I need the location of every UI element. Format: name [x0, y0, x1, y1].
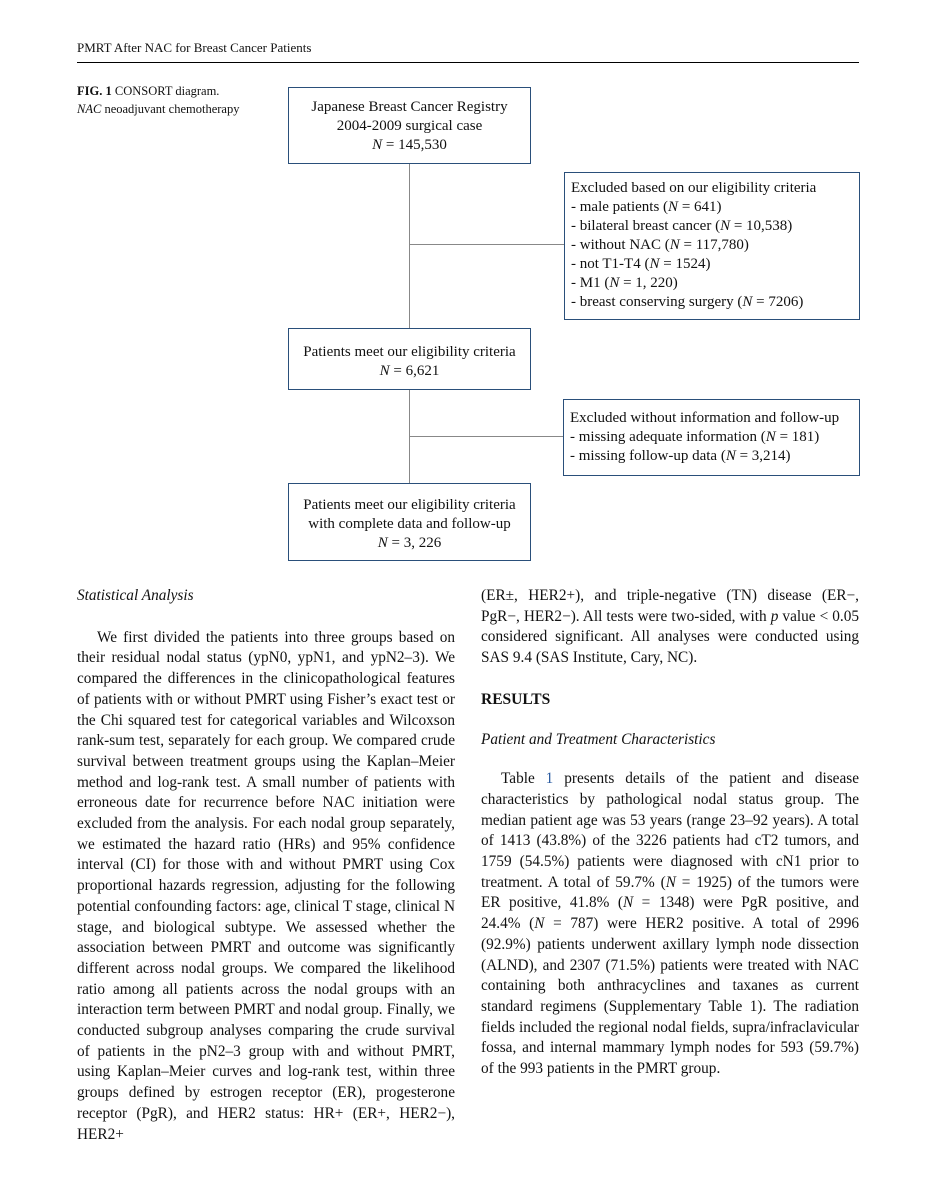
left-column: [77, 586, 455, 1145]
statistical-analysis-paragraph: We first divided the patients into three groups based on their residual nodal status (ypN0, ypN1, and ypN2–3). We compared the differences in the clinicopathological features of patients with or without PMRT using Fisher’s exact test or the Chi squared test for categorical variables and Wilcoxson rank-sum test, separately for each group. We compared crude survival between treatment groups using the Kaplan–Meier method and log-rank test. A small number of patients with erroneous date for recurrence before NAC initiation were excluded from the analysis. For each nodal group separately, we estimated the hazard ratio (HRs) and 95% confidence interval (CI) for those with and without PMRT using Cox proportional hazards regression, adjusting for the following potential confounding factors: age, clinical T stage, clinical N stage, and biological subtype. We assessed whether the association between PMRT and outcome was significantly different across nodal groups. We compared the likelihood ratio among all patients across the nodal groups with an interaction term between PMRT and nodal group. Finally, we conducted subgroup analyses comparing the crude survival of patients in the pN2–3 group with and without PMRT, using Kaplan–Meier curves and log-rank test, within three groups defined by estrogen receptor (ER), progesterone receptor (PgR), and HER2 status: HR+ (ER+, HER2−), HER2+: [77, 628, 455, 1143]
table-1-link[interactable]: 1: [545, 770, 554, 788]
connector-branch-2: [409, 436, 563, 437]
results-heading: RESULTS: [481, 690, 551, 708]
eligible-count: N = 6,621: [379, 363, 440, 379]
final-count: N = 3, 226: [377, 535, 442, 551]
excluded-item: - M1 (N = 1, 220): [571, 275, 678, 291]
running-header: PMRT After NAC for Breast Cancer Patients: [77, 40, 312, 55]
connector-branch-1: [409, 244, 564, 245]
excluded-eligibility-box: [564, 172, 860, 320]
figure-caption-abbrev: NAC: [77, 102, 102, 116]
patient-characteristics-heading: Patient and Treatment Characteristics: [481, 730, 716, 748]
excluded-item: - not T1-T4 (N = 1524): [571, 256, 711, 272]
continuation-paragraph: (ER±, HER2+), and triple-negative (TN) disease (ER−, PgR−, HER2−). All tests were two-sided, with p value < 0.05 considered significant. All analyses were conducted using SAS 9.4 (SAS Institute, Cary, NC).: [481, 587, 859, 667]
eligible-line-1: Patients meet our eligibility criteria: [303, 344, 516, 360]
registry-line-2: 2004-2009 surgical case: [336, 118, 483, 134]
registry-box: [288, 87, 531, 164]
excluded-item: - missing adequate information (N = 181): [570, 429, 820, 445]
results-paragraph: Table 1 presents details of the patient and disease characteristics by pathological nodal status group. The median patient age was 53 years (range 23–92 years). A total of 1413 (43.8%) of the 3226 patients had cT2 tumors, and 1759 (54.5%) patients were diagnosed with cN1 prior to treatment. A total of 59.7% (N = 1925) of the tumors were ER positive, 41.8% (N = 1348) were PgR positive, and 24.4% (N = 787) were HER2 positive. A total of 2996 (92.9%) patients underwent axillary lymph node dissection (ALND), and 2307 (71.5%) patients were treated with NAC containing both anthracyclines and taxanes as current standard regimens (Supplementary Table 1). The radiation fields included the regional nodal fields, supra/infraclavicular fossa, and internal mammary lymph nodes for 593 (59.7%) of the 993 patients in the PMRT group.: [481, 770, 860, 1078]
excluded-item: - without NAC (N = 117,780): [571, 237, 749, 253]
registry-line-1: Japanese Breast Cancer Registry: [311, 99, 508, 115]
figure-label: FIG. 1: [77, 84, 112, 98]
figure-caption: [77, 82, 239, 118]
excluded-item: - missing follow-up data (N = 3,214): [570, 448, 791, 464]
eligible-box: [288, 328, 531, 390]
final-line-2: with complete data and follow-up: [308, 516, 511, 532]
excluded-item: - bilateral breast cancer (N = 10,538): [571, 218, 793, 234]
excluded-followup-title: Excluded without information and follow-up: [570, 410, 840, 426]
excluded-followup-box: [563, 399, 860, 476]
final-cohort-box: [288, 483, 531, 561]
registry-count: N = 145,530: [372, 137, 447, 153]
excluded-item: - breast conserving surgery (N = 7206): [571, 294, 804, 310]
right-column: [481, 586, 859, 1080]
figure-caption-note: neoadjuvant chemotherapy: [104, 102, 240, 116]
connector-vertical-1: [409, 163, 410, 328]
excluded-eligibility-title: Excluded based on our eligibility criteria: [571, 180, 817, 196]
header-rule: [77, 62, 859, 63]
figure-caption-text: CONSORT diagram.: [114, 84, 220, 98]
excluded-item: - male patients (N = 641): [571, 199, 722, 215]
statistical-analysis-heading: Statistical Analysis: [77, 587, 194, 604]
final-line-1: Patients meet our eligibility criteria: [303, 497, 516, 513]
